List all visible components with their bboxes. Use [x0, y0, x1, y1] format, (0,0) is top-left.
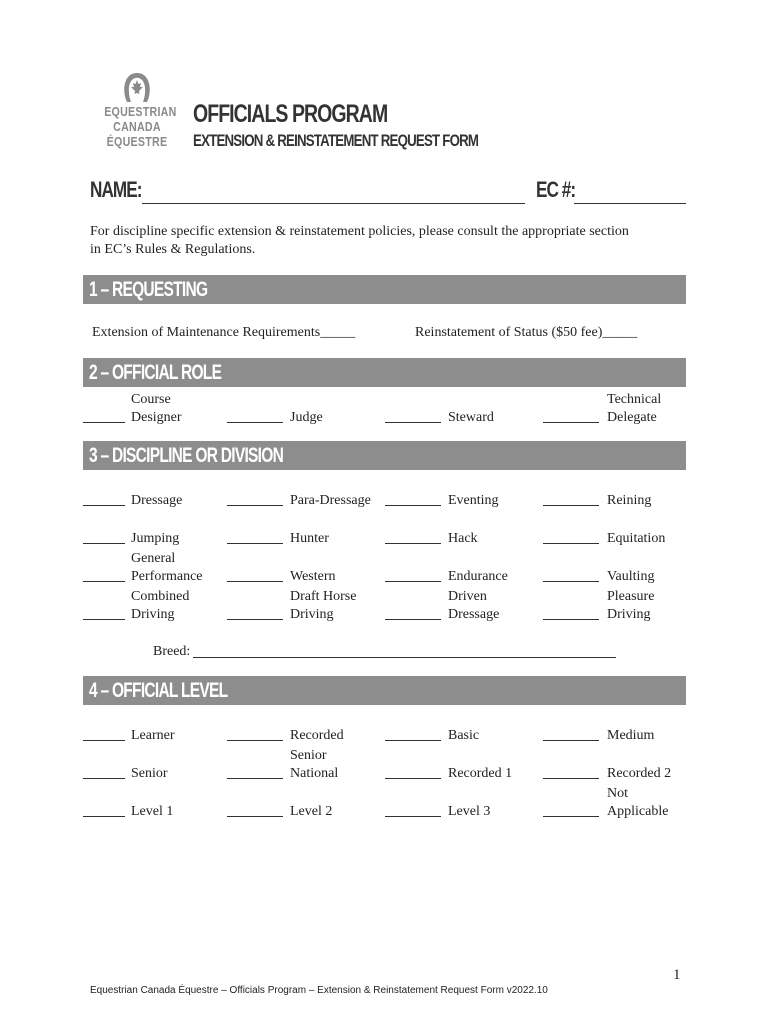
level-option-label: Basic [448, 728, 480, 743]
discipline-option-blank[interactable] [83, 581, 125, 582]
level-option-label: Learner [131, 728, 175, 743]
role-option-label: Delegate [607, 410, 657, 425]
level-option-label: Level 2 [290, 804, 333, 819]
level-option-blank[interactable] [543, 740, 599, 741]
logo-line-2: CANADA [113, 119, 161, 134]
level-option-blank[interactable] [83, 816, 125, 817]
level-option-label: Applicable [607, 804, 669, 819]
breed-field[interactable] [193, 657, 616, 658]
role-option-blank[interactable] [83, 422, 125, 423]
discipline-option-blank[interactable] [543, 581, 599, 582]
discipline-option-blank[interactable] [543, 543, 599, 544]
discipline-option-label: Western [290, 569, 336, 584]
level-option-blank[interactable] [227, 816, 283, 817]
level-option-label: National [290, 766, 339, 781]
role-option-blank[interactable] [227, 422, 283, 423]
logo-line-3: ÉQUESTRE [106, 134, 168, 149]
level-option-blank[interactable] [543, 778, 599, 779]
discipline-option-label: Para-Dressage [290, 493, 371, 508]
discipline-option-label: Dressage [131, 493, 183, 508]
discipline-option-blank[interactable] [227, 505, 283, 506]
level-option-blank[interactable] [385, 740, 441, 741]
footer-text: Equestrian Canada Équestre – Officials Program – Extension & Reinstatement Request Form v2022.10 [90, 985, 548, 996]
discipline-option-blank[interactable] [543, 505, 599, 506]
discipline-option-label: Reining [607, 493, 652, 508]
level-option-blank[interactable] [543, 816, 599, 817]
page-title: OFFICIALS PROGRAM [193, 100, 388, 128]
discipline-option-label: Driving [607, 607, 651, 622]
intro-line-1: For discipline specific extension & reinstatement policies, please consult the appropriate section [90, 224, 629, 239]
discipline-option-blank[interactable] [385, 581, 441, 582]
level-option-label: Recorded 1 [448, 766, 513, 781]
level-option-label: Level 1 [131, 804, 174, 819]
discipline-option-blank[interactable] [543, 619, 599, 620]
section-discipline-heading: 3 – DISCIPLINE OR DIVISION [83, 441, 686, 470]
level-option-blank[interactable] [385, 816, 441, 817]
level-option-blank[interactable] [227, 778, 283, 779]
discipline-option-label: Driving [290, 607, 334, 622]
page-subtitle: EXTENSION & REINSTATEMENT REQUEST FORM [193, 131, 479, 150]
discipline-option-blank[interactable] [385, 543, 441, 544]
level-option-blank[interactable] [83, 740, 125, 741]
intro-line-2: in EC’s Rules & Regulations. [90, 242, 256, 257]
extension-option[interactable]: Extension of Maintenance Requirements_____ [92, 325, 356, 340]
ec-number-label: EC #: [536, 177, 576, 202]
discipline-option-blank[interactable] [227, 619, 283, 620]
role-option-blank[interactable] [385, 422, 441, 423]
discipline-option-label: Eventing [448, 493, 499, 508]
level-option-blank[interactable] [227, 740, 283, 741]
ec-number-field[interactable] [574, 203, 686, 204]
level-option-label-line: Not [607, 786, 628, 801]
level-option-label: Recorded [290, 728, 344, 743]
level-option-blank[interactable] [83, 778, 125, 779]
discipline-option-label-line: Pleasure [607, 589, 655, 604]
name-label: NAME: [90, 177, 142, 202]
reinstatement-option[interactable]: Reinstatement of Status ($50 fee)_____ [415, 325, 638, 340]
discipline-option-label: Performance [131, 569, 203, 584]
level-option-label: Medium [607, 728, 655, 743]
discipline-option-label: Endurance [448, 569, 508, 584]
discipline-option-blank[interactable] [385, 619, 441, 620]
discipline-option-label: Equitation [607, 531, 666, 546]
level-option-label: Level 3 [448, 804, 491, 819]
discipline-option-blank[interactable] [83, 505, 125, 506]
role-option-label-line: Course [131, 392, 171, 407]
level-option-label: Senior [131, 766, 168, 781]
horseshoe-maple-leaf-icon [121, 70, 153, 104]
section-requesting-heading: 1 – REQUESTING [83, 275, 686, 304]
discipline-option-blank[interactable] [227, 543, 283, 544]
discipline-option-label: Dressage [448, 607, 500, 622]
discipline-option-label-line: General [131, 551, 176, 566]
discipline-option-label: Hunter [290, 531, 329, 546]
discipline-option-blank[interactable] [227, 581, 283, 582]
discipline-option-blank[interactable] [83, 543, 125, 544]
level-option-blank[interactable] [385, 778, 441, 779]
role-option-label-line: Technical [607, 392, 662, 407]
page-number: 1 [673, 967, 681, 983]
discipline-option-label-line: Driven [448, 589, 487, 604]
role-option-label: Steward [448, 410, 494, 425]
section-official-role-heading: 2 – OFFICIAL ROLE [83, 358, 686, 387]
logo-line-1: EQUESTRIAN [104, 104, 177, 119]
role-option-blank[interactable] [543, 422, 599, 423]
logo [97, 70, 177, 156]
discipline-option-label: Jumping [131, 531, 180, 546]
discipline-option-label: Hack [448, 531, 478, 546]
section-official-level-heading: 4 – OFFICIAL LEVEL [83, 676, 686, 705]
discipline-option-blank[interactable] [385, 505, 441, 506]
breed-label: Breed: [153, 644, 191, 659]
discipline-option-label-line: Draft Horse [290, 589, 357, 604]
discipline-option-label-line: Combined [131, 589, 190, 604]
role-option-label: Judge [290, 410, 323, 425]
discipline-option-label: Vaulting [607, 569, 655, 584]
level-option-label: Recorded 2 [607, 766, 672, 781]
level-option-label-line: Senior [290, 748, 327, 763]
discipline-option-blank[interactable] [83, 619, 125, 620]
name-field[interactable] [142, 203, 525, 204]
discipline-option-label: Driving [131, 607, 175, 622]
role-option-label: Designer [131, 410, 182, 425]
